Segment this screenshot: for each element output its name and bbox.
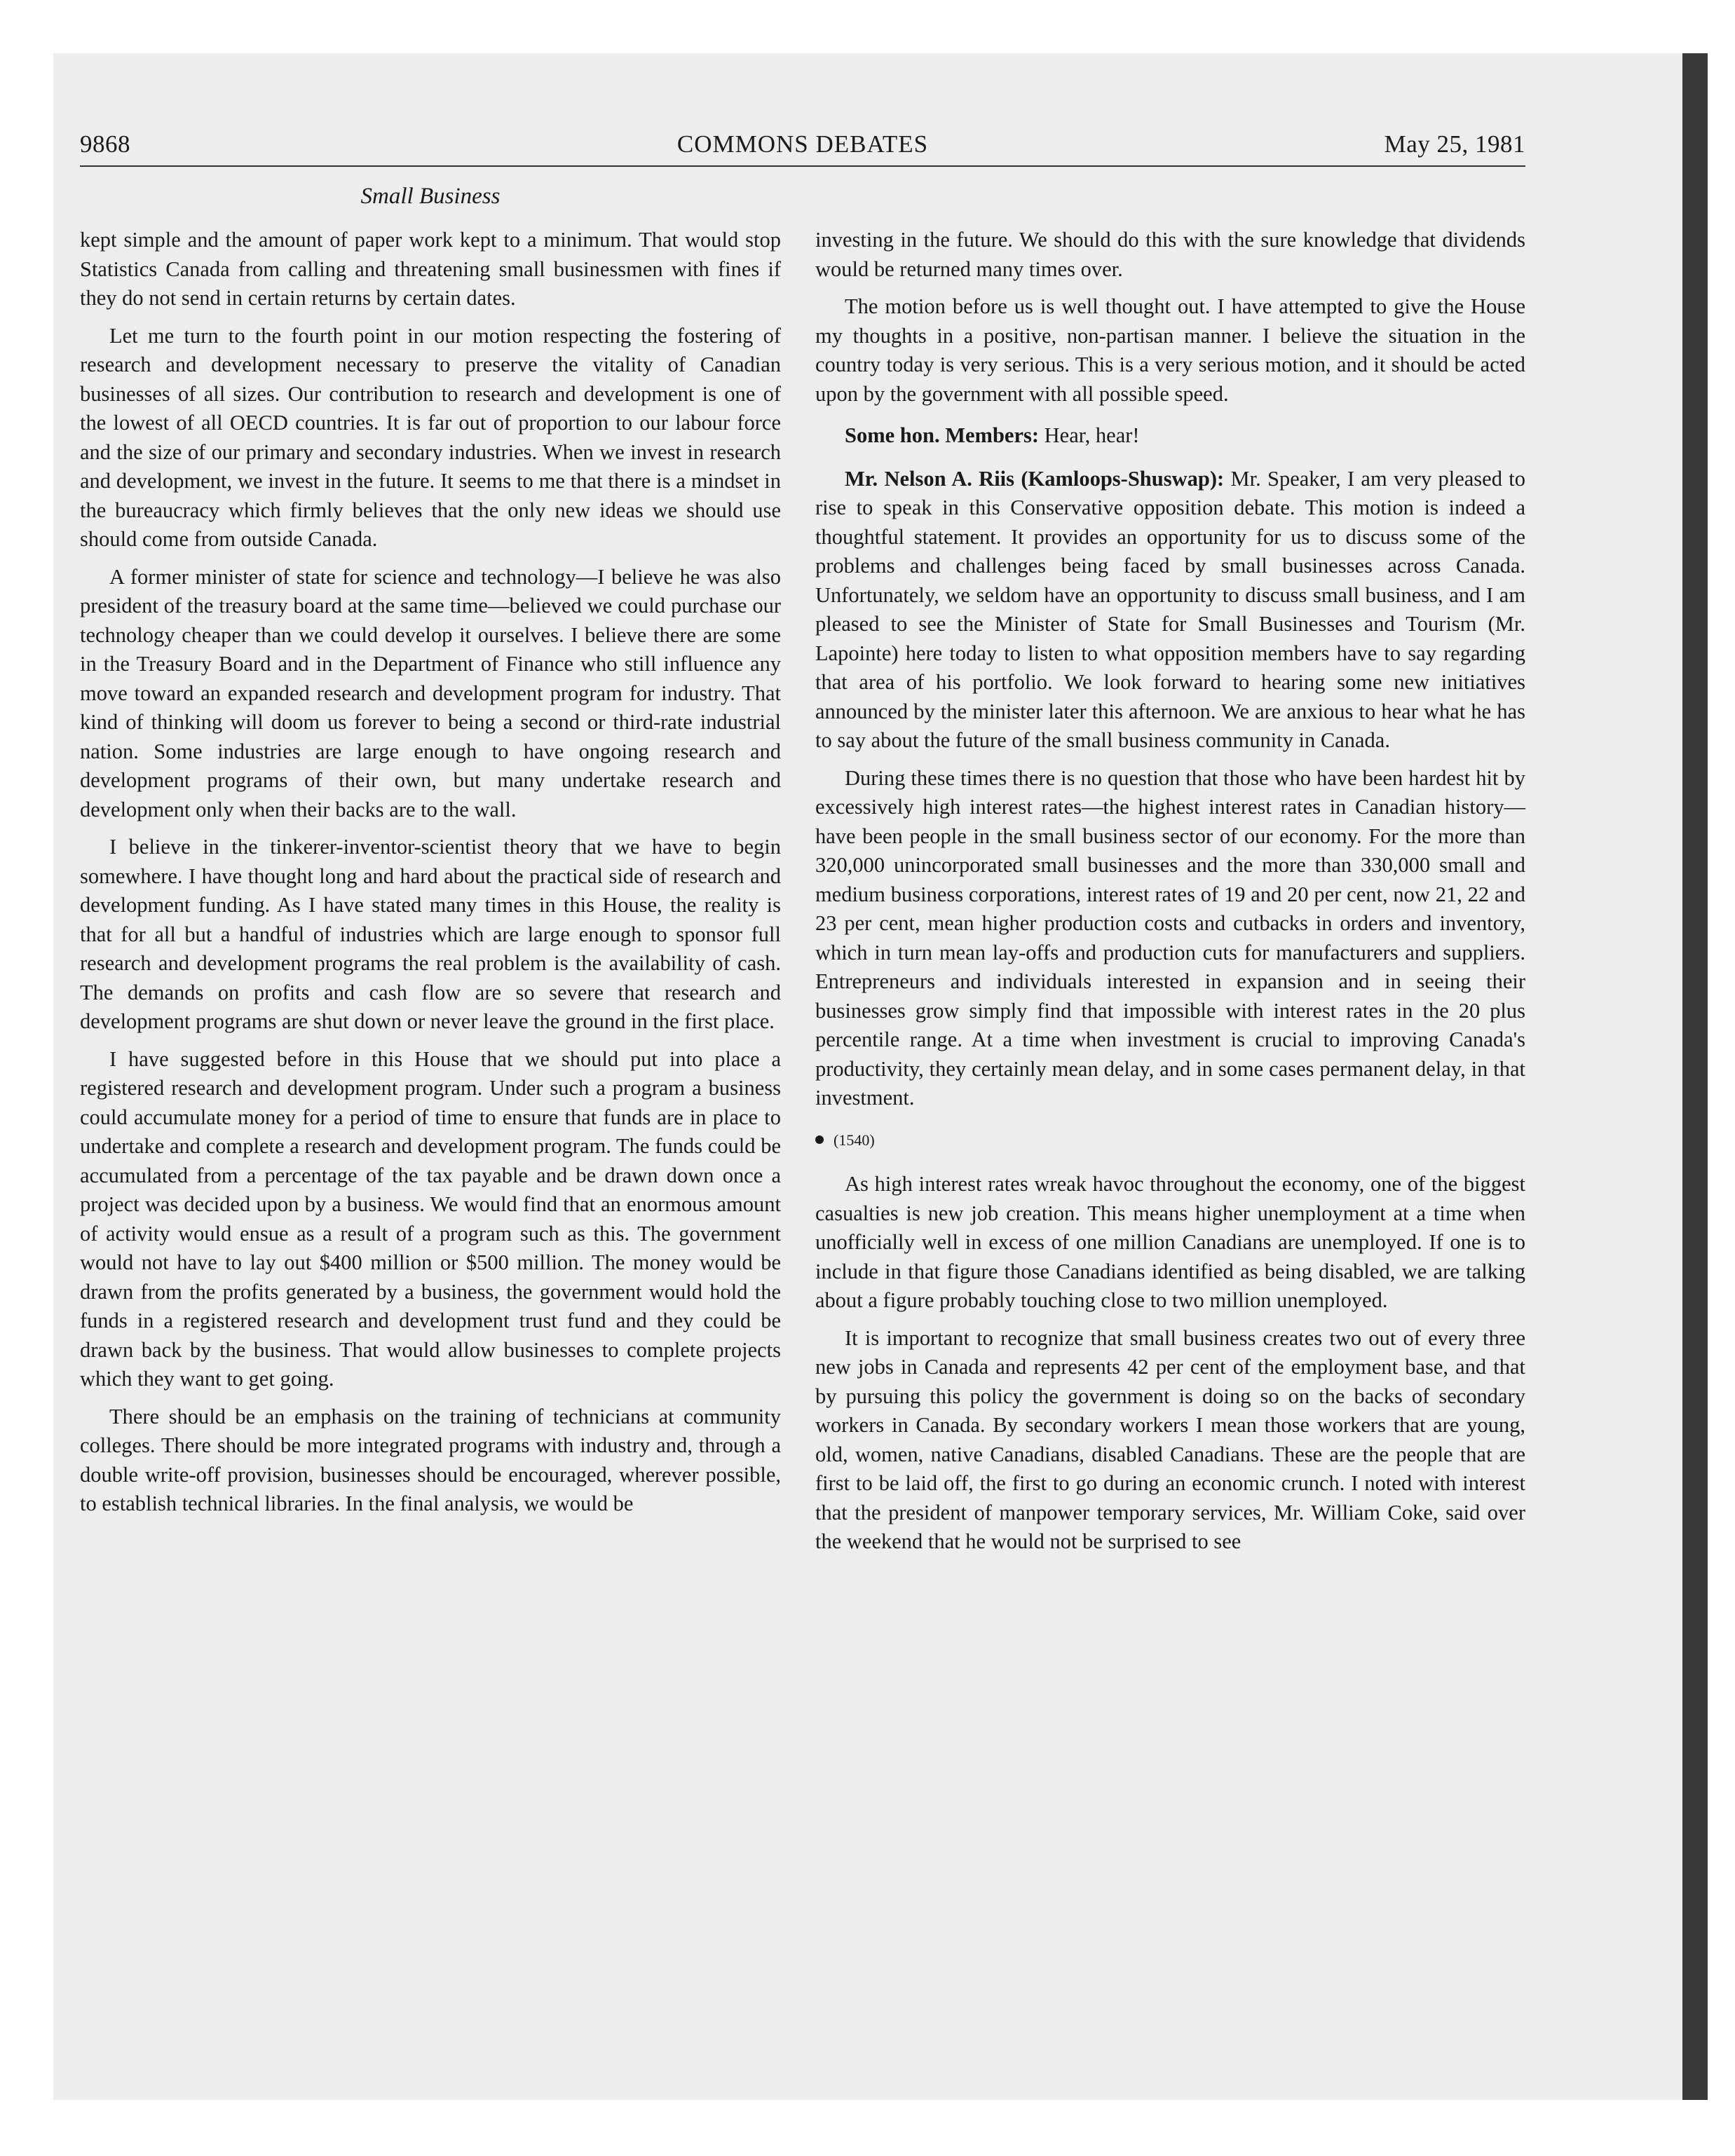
paragraph: I believe in the tinkerer-inventor-scientist theory that we have to begin somewhere. I have thought long and hard about the practical side of research and development funding. As I have stated many times in this House, the reality is that for all but a handful of industries which are large enough to sponsor full research and development programs the real problem is the availability of cash. The demands on profits and cash flow are so severe that research and development programs are shut down or never leave the ground in the first place. (80, 835, 781, 1033)
paragraph: investing in the future. We should do this with the sure knowledge that dividends would be returned many times over. (815, 228, 1525, 281)
page-edge-shadow (1682, 53, 1708, 2100)
header-rule (80, 165, 1525, 167)
right-column (815, 226, 1525, 1565)
paragraph: kept simple and the amount of paper work kept to a minimum. That would stop Statistics Canada from calling and threatening small businessmen with fines if they do not send in certain returns by certain dates. (80, 228, 781, 310)
section-title: Small Business (360, 184, 501, 209)
publication-title: COMMONS DEBATES (676, 130, 929, 158)
left-column (80, 226, 781, 1527)
bullet-icon (815, 1135, 824, 1144)
paragraph: I have suggested before in this House that we should put into place a registered research and development program. Under such a program a business could accumulate money for a period of time to ensure that funds are in place to undertake and complete a research and development program. The funds could be accumulated from a percentage of the tax payable and be drawn down once a project was decided upon by a business. We would find that an enormous amount of activity would ensue as a result of a program such as this. The government would not have to lay out $400 million or $500 million. The money would be drawn from the profits generated by a business, the government would hold the funds in a registered research and development trust fund and they could be drawn back by the business. That would allow businesses to complete projects which they want to get going. (80, 1046, 781, 1391)
time-marker (815, 1126, 1525, 1155)
interjection-speaker: Some hon. Members: (845, 423, 1040, 447)
speech-text: Mr. Speaker, I am very pleased to rise to speak in this Conservative opposition debate. This motion is indeed a thoughtful statement. It provides an opportunity for us to discuss some of the problems and challenges being faced by small businesses across Canada. Unfortunately, we seldom have an opportunity to discuss small business, and I am pleased to see the Minister of State for Small Businesses and Tourism (Mr. Lapointe) here today to listen to what opposition members have to say regarding that area of his portfolio. We look forward to hearing some new initiatives announced by the minister later this afternoon. We are anxious to hear what he has to say about the future of the small business community in Canada. (815, 466, 1525, 752)
paragraph: Let me turn to the fourth point in our motion respecting the fostering of research and development necessary to preserve the vitality of Canadian businesses of all sizes. Our contribution to research and development is one of the lowest of all OECD countries. It is far out of proportion to our labour force and the size of our primary and secondary industries. When we invest in research and development, we invest in the future. It seems to me that there is a mindset in the bureaucracy which firmly believes that the only new ideas we should use should come from outside Canada. (80, 323, 781, 551)
paragraph: It is important to recognize that small business creates two out of every three new jobs in Canada and represents 42 per cent of the employment base, and that by pursuing this policy the government is doing so on the backs of secondary workers in Canada. By secondary workers I mean those workers that are young, old, women, native Canadians, disabled Canadians. These are the people that are first to be laid off, the first to go during an economic crunch. I noted with interest that the president of manpower temporary services, Mr. William Coke, said over the weekend that he would not be surprised to see (815, 1325, 1525, 1553)
page-header (80, 130, 1525, 164)
paragraph: During these times there is no question that those who have been hardest hit by excessively high interest rates—the highest interest rates in Canadian history—have been people in the small business sector of our economy. For the more than 320,000 unincorporated small businesses and the more than 330,000 small and medium business corporations, interest rates of 19 and 20 per cent, now 21, 22 and 23 per cent, mean higher production costs and cutbacks in orders and inventory, which in turn mean lay-offs and production cuts for manufacturers and suppliers. Entrepreneurs and individuals interested in expansion and in seeing their businesses grow simply find that impossible with interest rates in the 20 plus percentile range. At a time when investment is crucial to improving Canada's productivity, they certainly mean delay, and in some cases permanent delay, in that investment. (815, 765, 1525, 1110)
paragraph: A former minister of state for science and technology—I believe he was also president of the treasury board at the same time—believed we could purchase our technology cheaper than we could develop it ourselves. I believe there are some in the Treasury Board and in the Department of Finance who still influence any move toward an expanded research and development program for industry. That kind of thinking will doom us forever to being a second or third-rate industrial nation. Some industries are large enough to have ongoing research and development programs of their own, but many undertake research and development only when their backs are to the wall. (80, 564, 781, 821)
speech-paragraph (815, 465, 1525, 756)
page-number: 9868 (80, 130, 130, 158)
publication-date: May 25, 1981 (1384, 130, 1525, 158)
paragraph: As high interest rates wreak havoc throughout the economy, one of the biggest casualties is new job creation. This means higher unemployment at a time when unofficially well in excess of one million Canadians are unemployed. If one is to include in that figure those Canadians identified as being disabled, we are talking about a figure probably touching close to two million unemployed. (815, 1172, 1525, 1312)
interjection (815, 421, 1525, 451)
interjection-text: Hear, hear! (1039, 423, 1140, 447)
time-marker-text: (1540) (834, 1131, 875, 1149)
paragraph: There should be an emphasis on the training of technicians at community colleges. There should be more integrated programs with industry and, through a double write-off provision, businesses should be encouraged, wherever possible, to establish technical libraries. In the final analysis, we would be (80, 1404, 781, 1515)
paragraph: The motion before us is well thought out. I have attempted to give the House my thoughts in a positive, non-partisan manner. I believe the situation in the country today is very serious. This is a very serious motion, and it should be acted upon by the government with all possible speed. (815, 294, 1525, 406)
speaker-name: Mr. Nelson A. Riis (Kamloops-Shuswap): (845, 466, 1225, 491)
